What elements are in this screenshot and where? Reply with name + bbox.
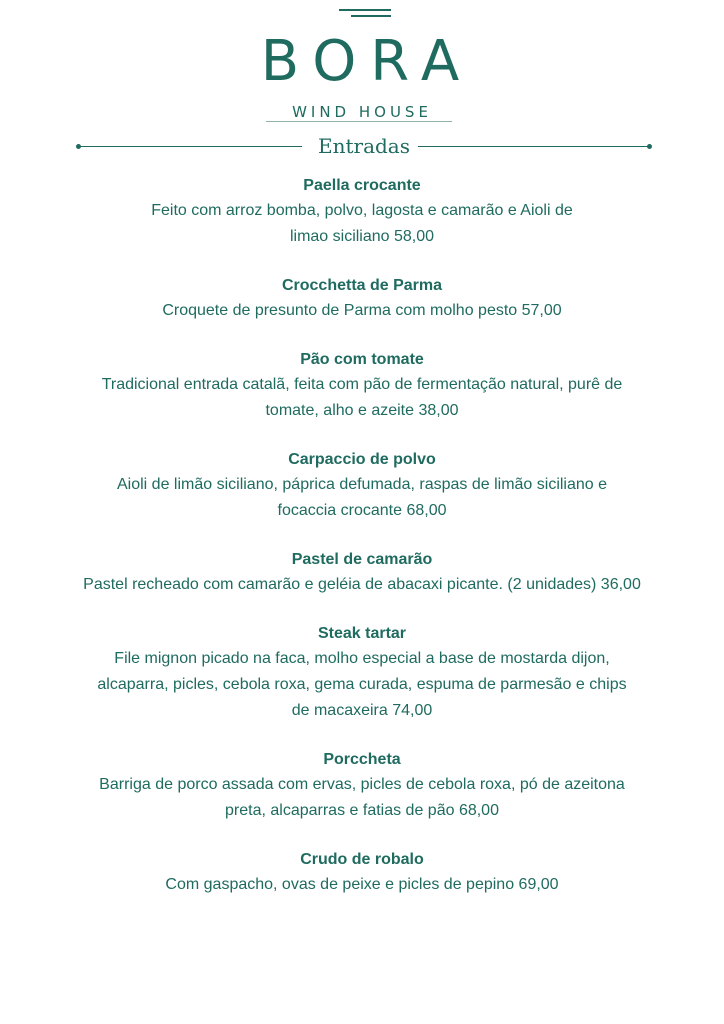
section-title: Entradas xyxy=(318,134,410,158)
menu-item xyxy=(62,348,662,424)
menu-item xyxy=(62,848,662,898)
menu-item-description: Aioli de limão siciliano, páprica defumada, raspas de limão siciliano e xyxy=(116,476,608,493)
wind-line-bottom xyxy=(351,15,391,17)
menu-item-description: Tradicional entrada catalã, feita com pão de fermentação natural, purê de xyxy=(101,376,623,393)
menu-item xyxy=(62,748,662,824)
menu-item-description: tomate, alho e azeite 38,00 xyxy=(265,402,459,419)
menu-item-name: Pão com tomate xyxy=(300,351,424,368)
menu-item-description: Pastel recheado com camarão e geléia de abacaxi picante. (2 unidades) 36,00 xyxy=(83,576,641,593)
menu-item-description: Feito com arroz bomba, polvo, lagosta e camarão e Aioli de xyxy=(151,202,573,219)
menu-item-description: de macaxeira 74,00 xyxy=(291,702,433,719)
menu-item-name: Steak tartar xyxy=(317,625,407,642)
divider-line-right xyxy=(418,146,648,147)
menu-item-name: Porccheta xyxy=(323,751,401,768)
menu-item-description: Com gaspacho, ovas de peixe e picles de pepino 69,00 xyxy=(165,876,559,893)
menu-item xyxy=(62,622,662,724)
menu-item-name: Pastel de camarão xyxy=(291,551,433,568)
wind-lines-decoration xyxy=(337,8,397,20)
menu-item-description: Barriga de porco assada com ervas, picles de cebola roxa, pó de azeitona xyxy=(99,776,625,793)
menu-item-name: Carpaccio de polvo xyxy=(288,451,436,468)
brand-logo-text: BORA xyxy=(260,29,474,94)
menu-item xyxy=(62,548,662,598)
menu-item-description: limao siciliano 58,00 xyxy=(289,228,435,245)
brand-subtitle: WIND HOUSE xyxy=(292,103,432,121)
wind-line-top xyxy=(339,9,391,11)
menu-item-name: Crudo de robalo xyxy=(300,851,424,868)
menu-item-description: File mignon picado na faca, molho especial a base de mostarda dijon, xyxy=(114,650,610,667)
menu-item-description: alcaparra, picles, cebola roxa, gema curada, espuma de parmesão e chips xyxy=(97,676,627,693)
subtitle-underline xyxy=(266,121,452,122)
menu-item-name: Paella crocante xyxy=(303,177,421,194)
menu-item-description: Croquete de presunto de Parma com molho pesto 57,00 xyxy=(162,302,562,319)
menu-item xyxy=(62,274,662,324)
section-header xyxy=(76,131,652,161)
menu-item-description: preta, alcaparras e fatias de pão 68,00 xyxy=(225,802,499,819)
menu-item-name: Crocchetta de Parma xyxy=(281,277,443,294)
menu-item-list xyxy=(62,174,662,922)
menu-item-description: focaccia crocante 68,00 xyxy=(277,502,447,519)
menu-item xyxy=(62,174,662,250)
divider-dot-right xyxy=(647,144,652,149)
menu-item xyxy=(62,448,662,524)
